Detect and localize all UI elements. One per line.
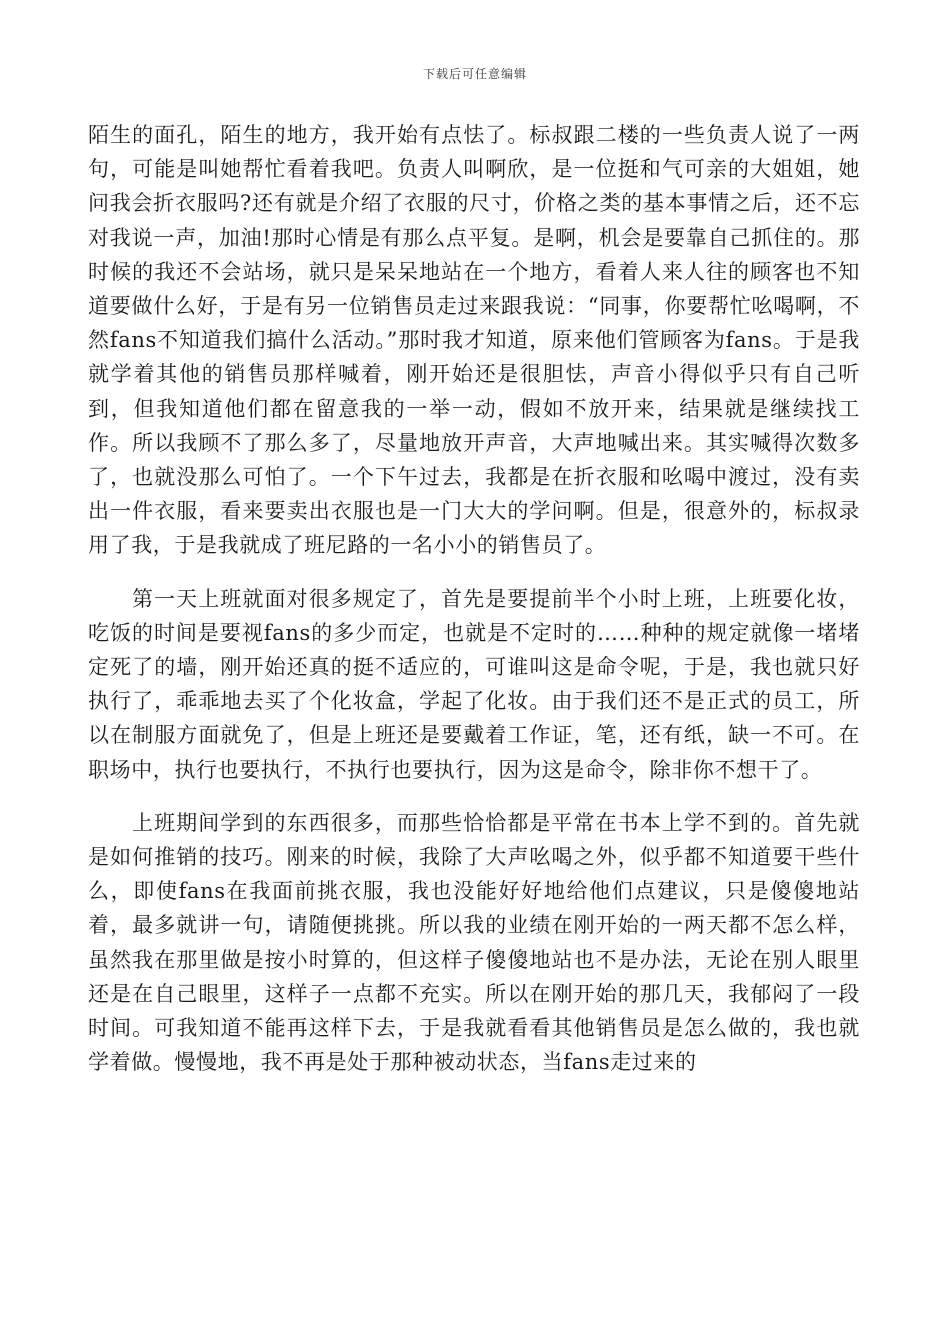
body-text (88, 118, 860, 1079)
page-header: 下载后可任意编辑 (422, 67, 527, 81)
paragraph-3: 上班期间学到的东西很多，而那些恰恰都是平常在书本上学不到的。首先就是如何推销的技巧。刚来的时候，我除了大声吆喝之外，似乎都不知道要干些什么，即使fans在我面前挑衣服，我也没能好好地给他们点建议，只是傻傻地站着，最多就讲一句，请随便挑挑。所以我的业绩在刚开始的一两天都不怎么样，虽然我在那里做是按小时算的，但这样子傻傻地站也不是办法，无论在别人眼里还是在自己眼里，这样子一点都不充实。所以在刚开始的那几天，我郁闷了一段时间。可我知道不能再这样下去，于是我就看看其他销售员是怎么做的，我也就学着做。慢慢地，我不再是处于那种被动状态，当fans走过来的 (88, 810, 860, 1075)
paragraph-1: 陌生的面孔，陌生的地方，我开始有点怯了。标叔跟二楼的一些负责人说了一两句，可能是叫她帮忙看着我吧。负责人叫啊欣，是一位挺和气可亲的大姐姐，她问我会折衣服吗?还有就是介绍了衣服的尺寸，价格之类的基本事情之后，还不忘对我说一声，加油!那时心情是有那么点平复。是啊，机会是要靠自己抓住的。那时候的我还不会站场，就只是呆呆地站在一个地方，看着人来人往的顾客也不知道要做什么好，于是有另一位销售员走过来跟我说：“同事，你要帮忙吆喝啊，不然fans不知道我们搞什么活动。”那时我才知道，原来他们管顾客为fans。于是我就学着其他的销售员那样喊着，刚开始还是很胆怯，声音小得似乎只有自己听到，但我知道他们都在留意我的一举一动，假如不放开来，结果就是继续找工作。所以我顾不了那么多了，尽量地放开声音，大声地喊出来。其实喊得次数多了，也就没那么可怕了。一个下午过去，我都是在折衣服和吆喝中渡过，没有卖出一件衣服，看来要卖出衣服也是一门大大的学问啊。但是，很意外的，标叔录用了我，于是我就成了班尼路的一名小小的销售员了。 (88, 123, 860, 558)
paragraph-2: 第一天上班就面对很多规定了，首先是要提前半个小时上班，上班要化妆，吃饭的时间是要视fans的多少而定，也就是不定时的……种种的规定就像一堵堵定死了的墙，刚开始还真的挺不适应的，可谁叫这是命令呢，于是，我也就只好执行了，乖乖地去买了个化妆盒，学起了化妆。由于我们还不是正式的员工，所以在制服方面就免了，但是上班还是要戴着工作证，笔，还有纸，缺一不可。在职场中，执行也要执行，不执行也要执行，因为这是命令，除非你不想干了。 (88, 586, 860, 782)
